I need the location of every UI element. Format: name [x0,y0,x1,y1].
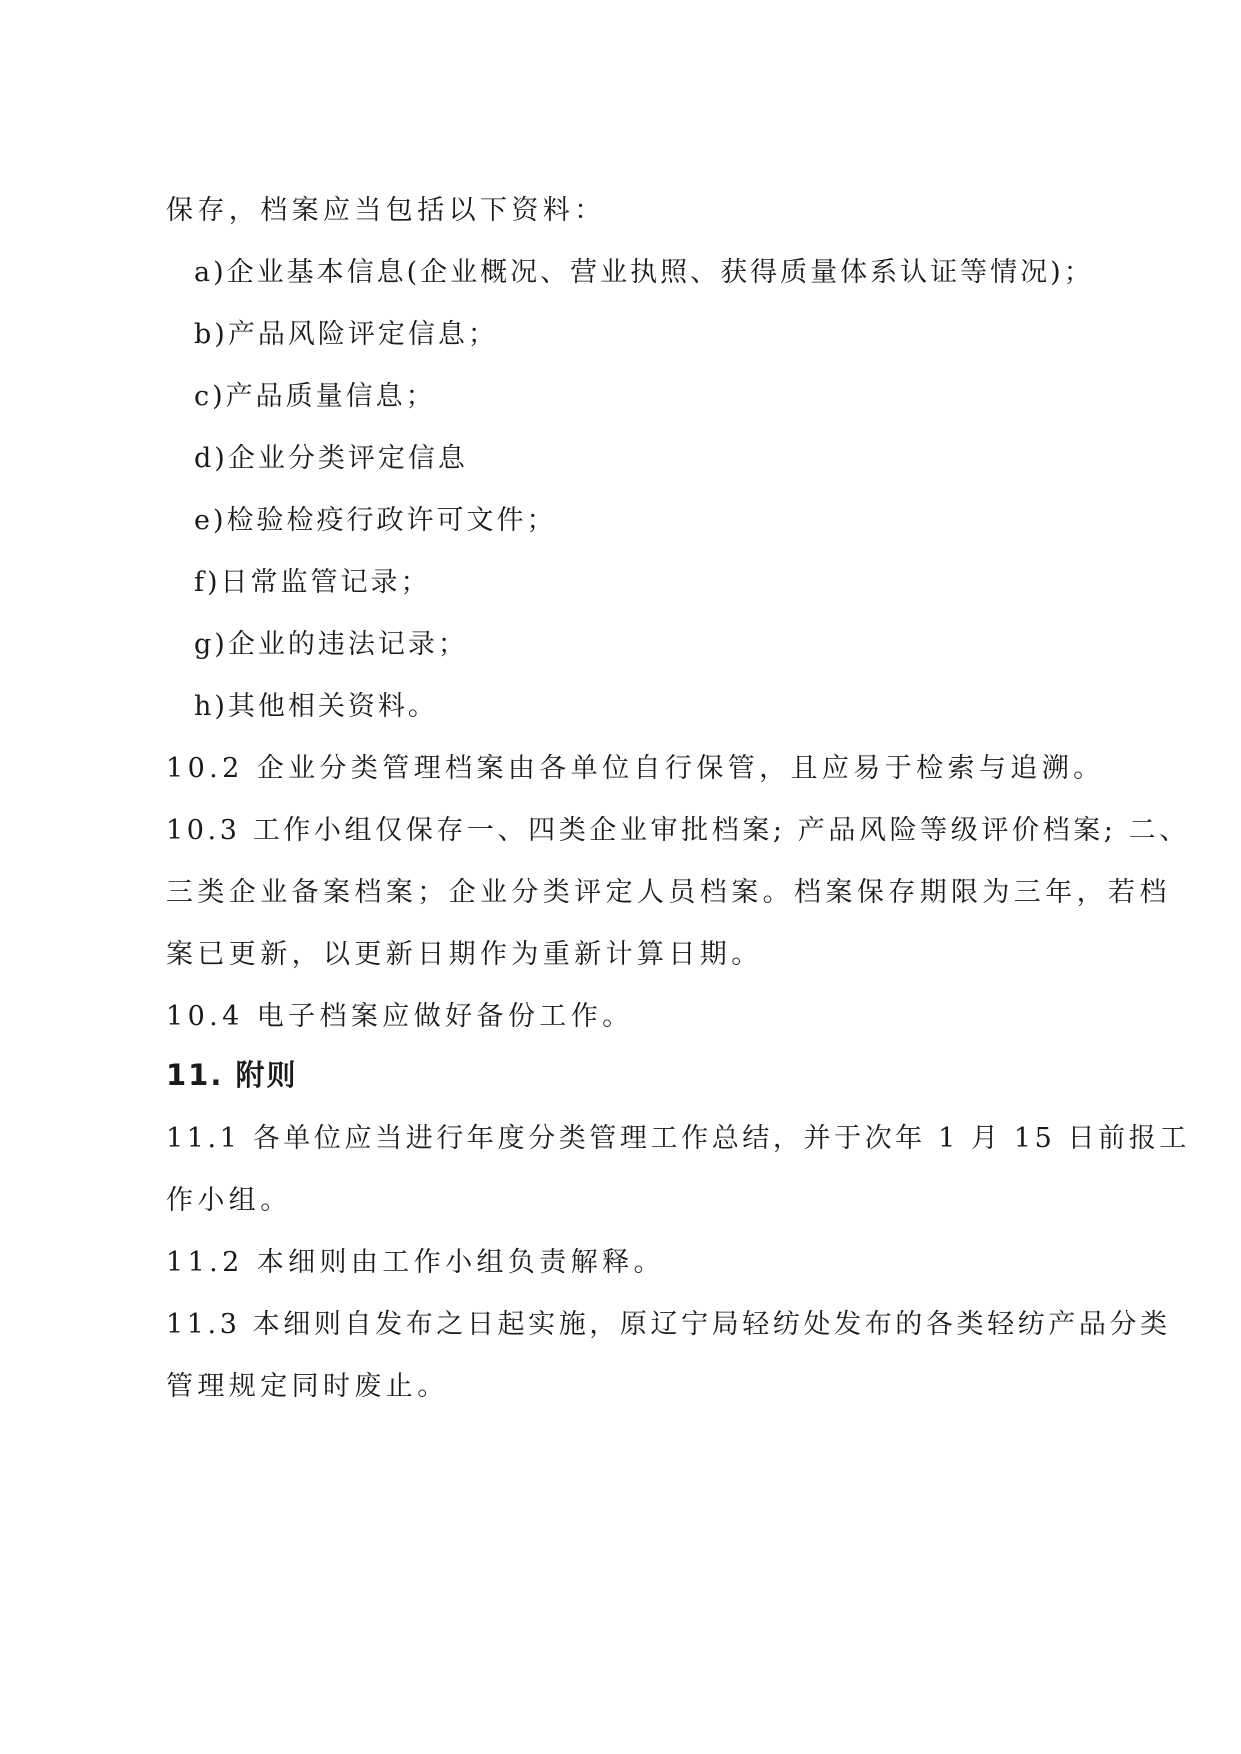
clause-10-2: 10.2 企业分类管理档案由各单位自行保管，且应易于检索与追溯。 [166,753,1105,784]
paragraph-line: 保存，档案应当包括以下资料： [166,195,606,226]
clause-11-2: 11.2 本细则由工作小组负责解释。 [166,1247,665,1278]
list-item-g: g)企业的违法记录； [194,629,468,660]
clause-11-3-line-2: 管理规定同时废止。 [166,1371,449,1402]
section-heading-11: 11. 附则 [166,1058,298,1092]
clause-10-3-line-3: 案已更新，以更新日期作为重新计算日期。 [166,939,763,970]
clause-11-1-line-1: 11.1 各单位应当进行年度分类管理工作总结，并于次年 1 月 15 日前报工 [166,1123,1190,1154]
list-item-a: a)企业基本信息(企业概况、营业执照、获得质量体系认证等情况)； [194,257,1094,288]
clause-10-3-line-1: 10.3 工作小组仅保存一、四类企业审批档案; 产品风险等级评价档案; 二、 [166,815,1190,846]
clause-10-3-line-2: 三类企业备案档案；企业分类评定人员档案。档案保存期限为三年，若档 [166,877,1171,908]
list-item-e: e)检验检疫行政许可文件； [194,505,557,536]
clause-11-1-line-2: 作小组。 [166,1185,292,1216]
list-item-b: b)产品风险评定信息； [194,319,498,350]
clause-11-3-line-1: 11.3 本细则自发布之日起实施，原辽宁局轻纺处发布的各类轻纺产品分类 [166,1309,1171,1340]
list-item-d: d)企业分类评定信息 [194,443,468,474]
clause-10-4: 10.4 电子档案应做好备份工作。 [166,1001,634,1032]
list-item-f: f)日常监管记录； [194,567,431,598]
list-item-h: h)其他相关资料。 [194,691,438,722]
list-item-c: c)产品质量信息； [194,381,436,412]
